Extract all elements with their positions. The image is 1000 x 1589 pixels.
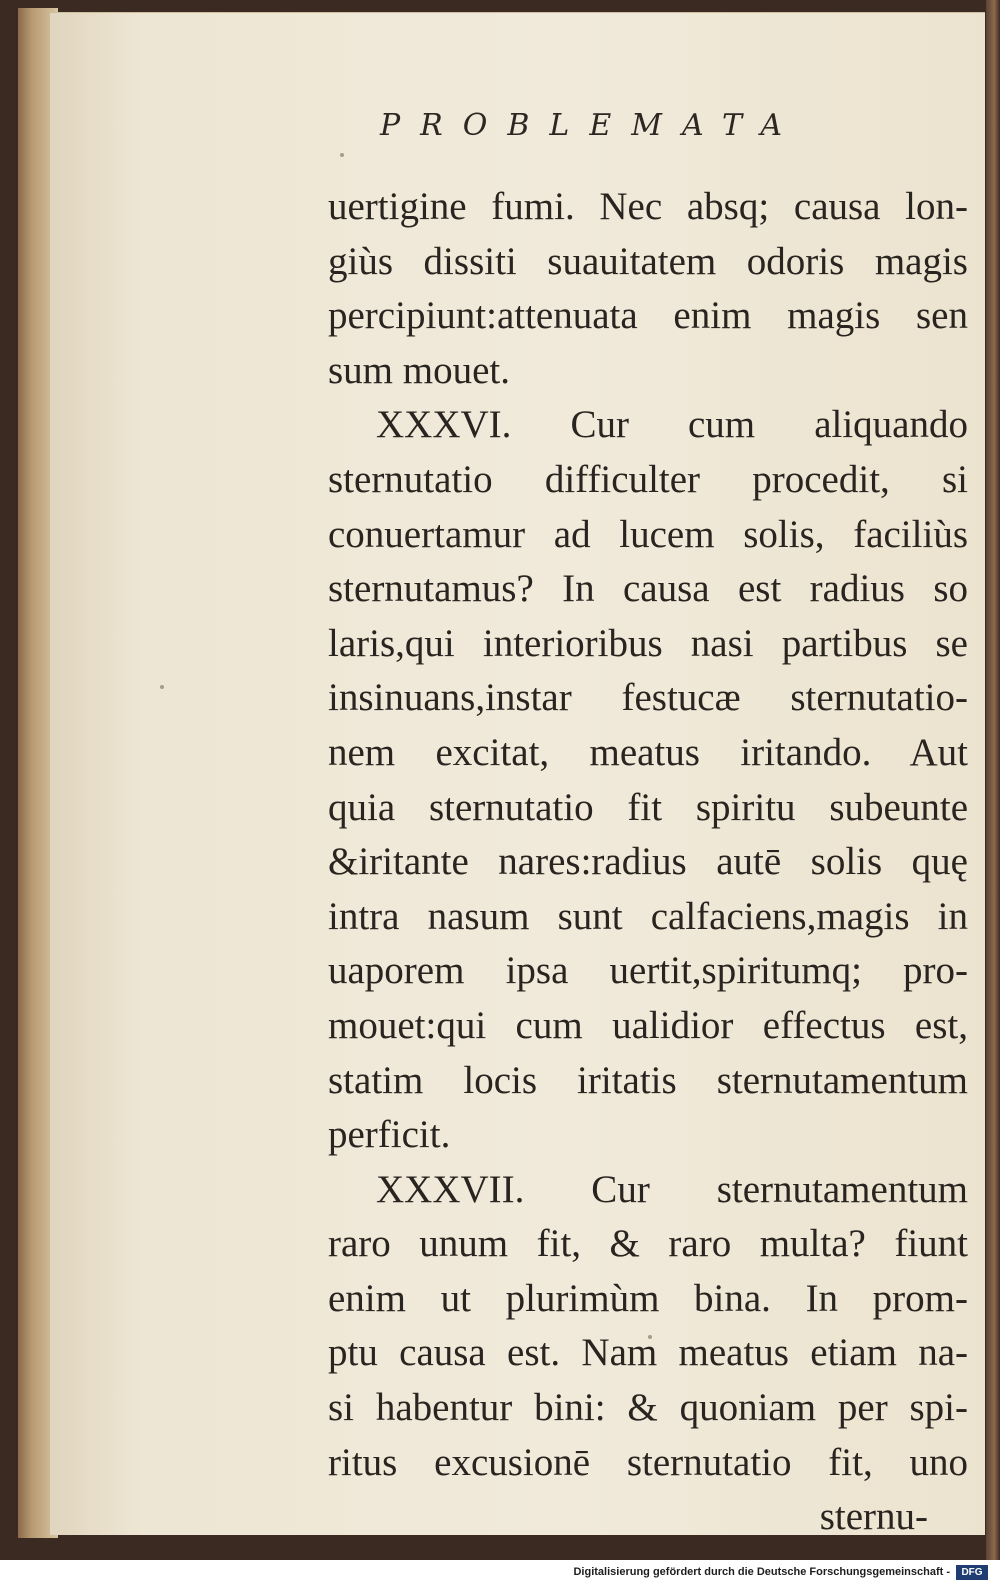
text-line: sternutatio difficulter procedit, si: [328, 457, 968, 501]
text-line: uaporem ipsa uertit,spiritumq; pro-: [328, 949, 968, 993]
text-line: quia sternutatio fit spiritu subeunte: [328, 785, 968, 829]
text-line: intra nasum sunt calfaciens,magis in: [328, 894, 968, 938]
paper-speck: [160, 685, 164, 689]
paper-speck: [340, 153, 344, 157]
text-line: insinuans,instar festucæ sternutatio-: [328, 676, 968, 720]
page-text: [328, 180, 968, 1545]
text-line: uertigine fumi. Nec absq; causa lon-: [328, 185, 968, 228]
book-fore-edge: [986, 0, 1000, 1560]
dfg-logo: DFG: [956, 1565, 988, 1580]
text-line: sum mouet.: [328, 348, 510, 392]
catchword: sternu-: [819, 1495, 928, 1539]
text-line: conuertamur ad lucem solis, faciliùs: [328, 512, 968, 556]
text-line: laris,qui interioribus nasi partibus se: [328, 621, 968, 665]
text-line: percipiunt:attenuata enim magis sen: [328, 294, 968, 338]
funding-credit: Digitalisierung gefördert durch die Deutsche Forschungsgemeinschaft -: [573, 1566, 950, 1578]
text-line: mouet:qui cum ualidior effectus est,: [328, 1003, 968, 1047]
text-line: ptu causa est. Nam meatus etiam na-: [328, 1331, 968, 1375]
digitization-footer: [0, 1560, 1000, 1589]
text-line: nem excitat, meatus iritando. Aut: [328, 730, 968, 774]
text-line: perficit.: [328, 1113, 451, 1157]
text-line: ritus excusionē sternutatio fit, uno: [328, 1440, 968, 1484]
text-line: sternutamus? In causa est radius so: [328, 567, 968, 611]
running-title: PROBLEMATA: [380, 108, 803, 143]
text-line: enim ut plurimùm bina. In prom-: [328, 1276, 968, 1320]
text-line: statim locis iritatis sternutamentum: [328, 1058, 968, 1102]
text-line: raro unum fit, & raro multa? fiunt: [328, 1222, 968, 1266]
text-line: giùs dissiti suauitatem odoris magis: [328, 239, 968, 283]
section-heading-xxxvii: XXXVII. Cur sternutamentum: [376, 1167, 968, 1211]
section-heading-xxxvi: XXXVI. Cur cum aliquando: [376, 403, 968, 447]
text-line: si habentur bini: & quoniam per spi-: [328, 1386, 968, 1430]
text-line: &iritante nares:radius autē solis quę: [328, 840, 968, 884]
